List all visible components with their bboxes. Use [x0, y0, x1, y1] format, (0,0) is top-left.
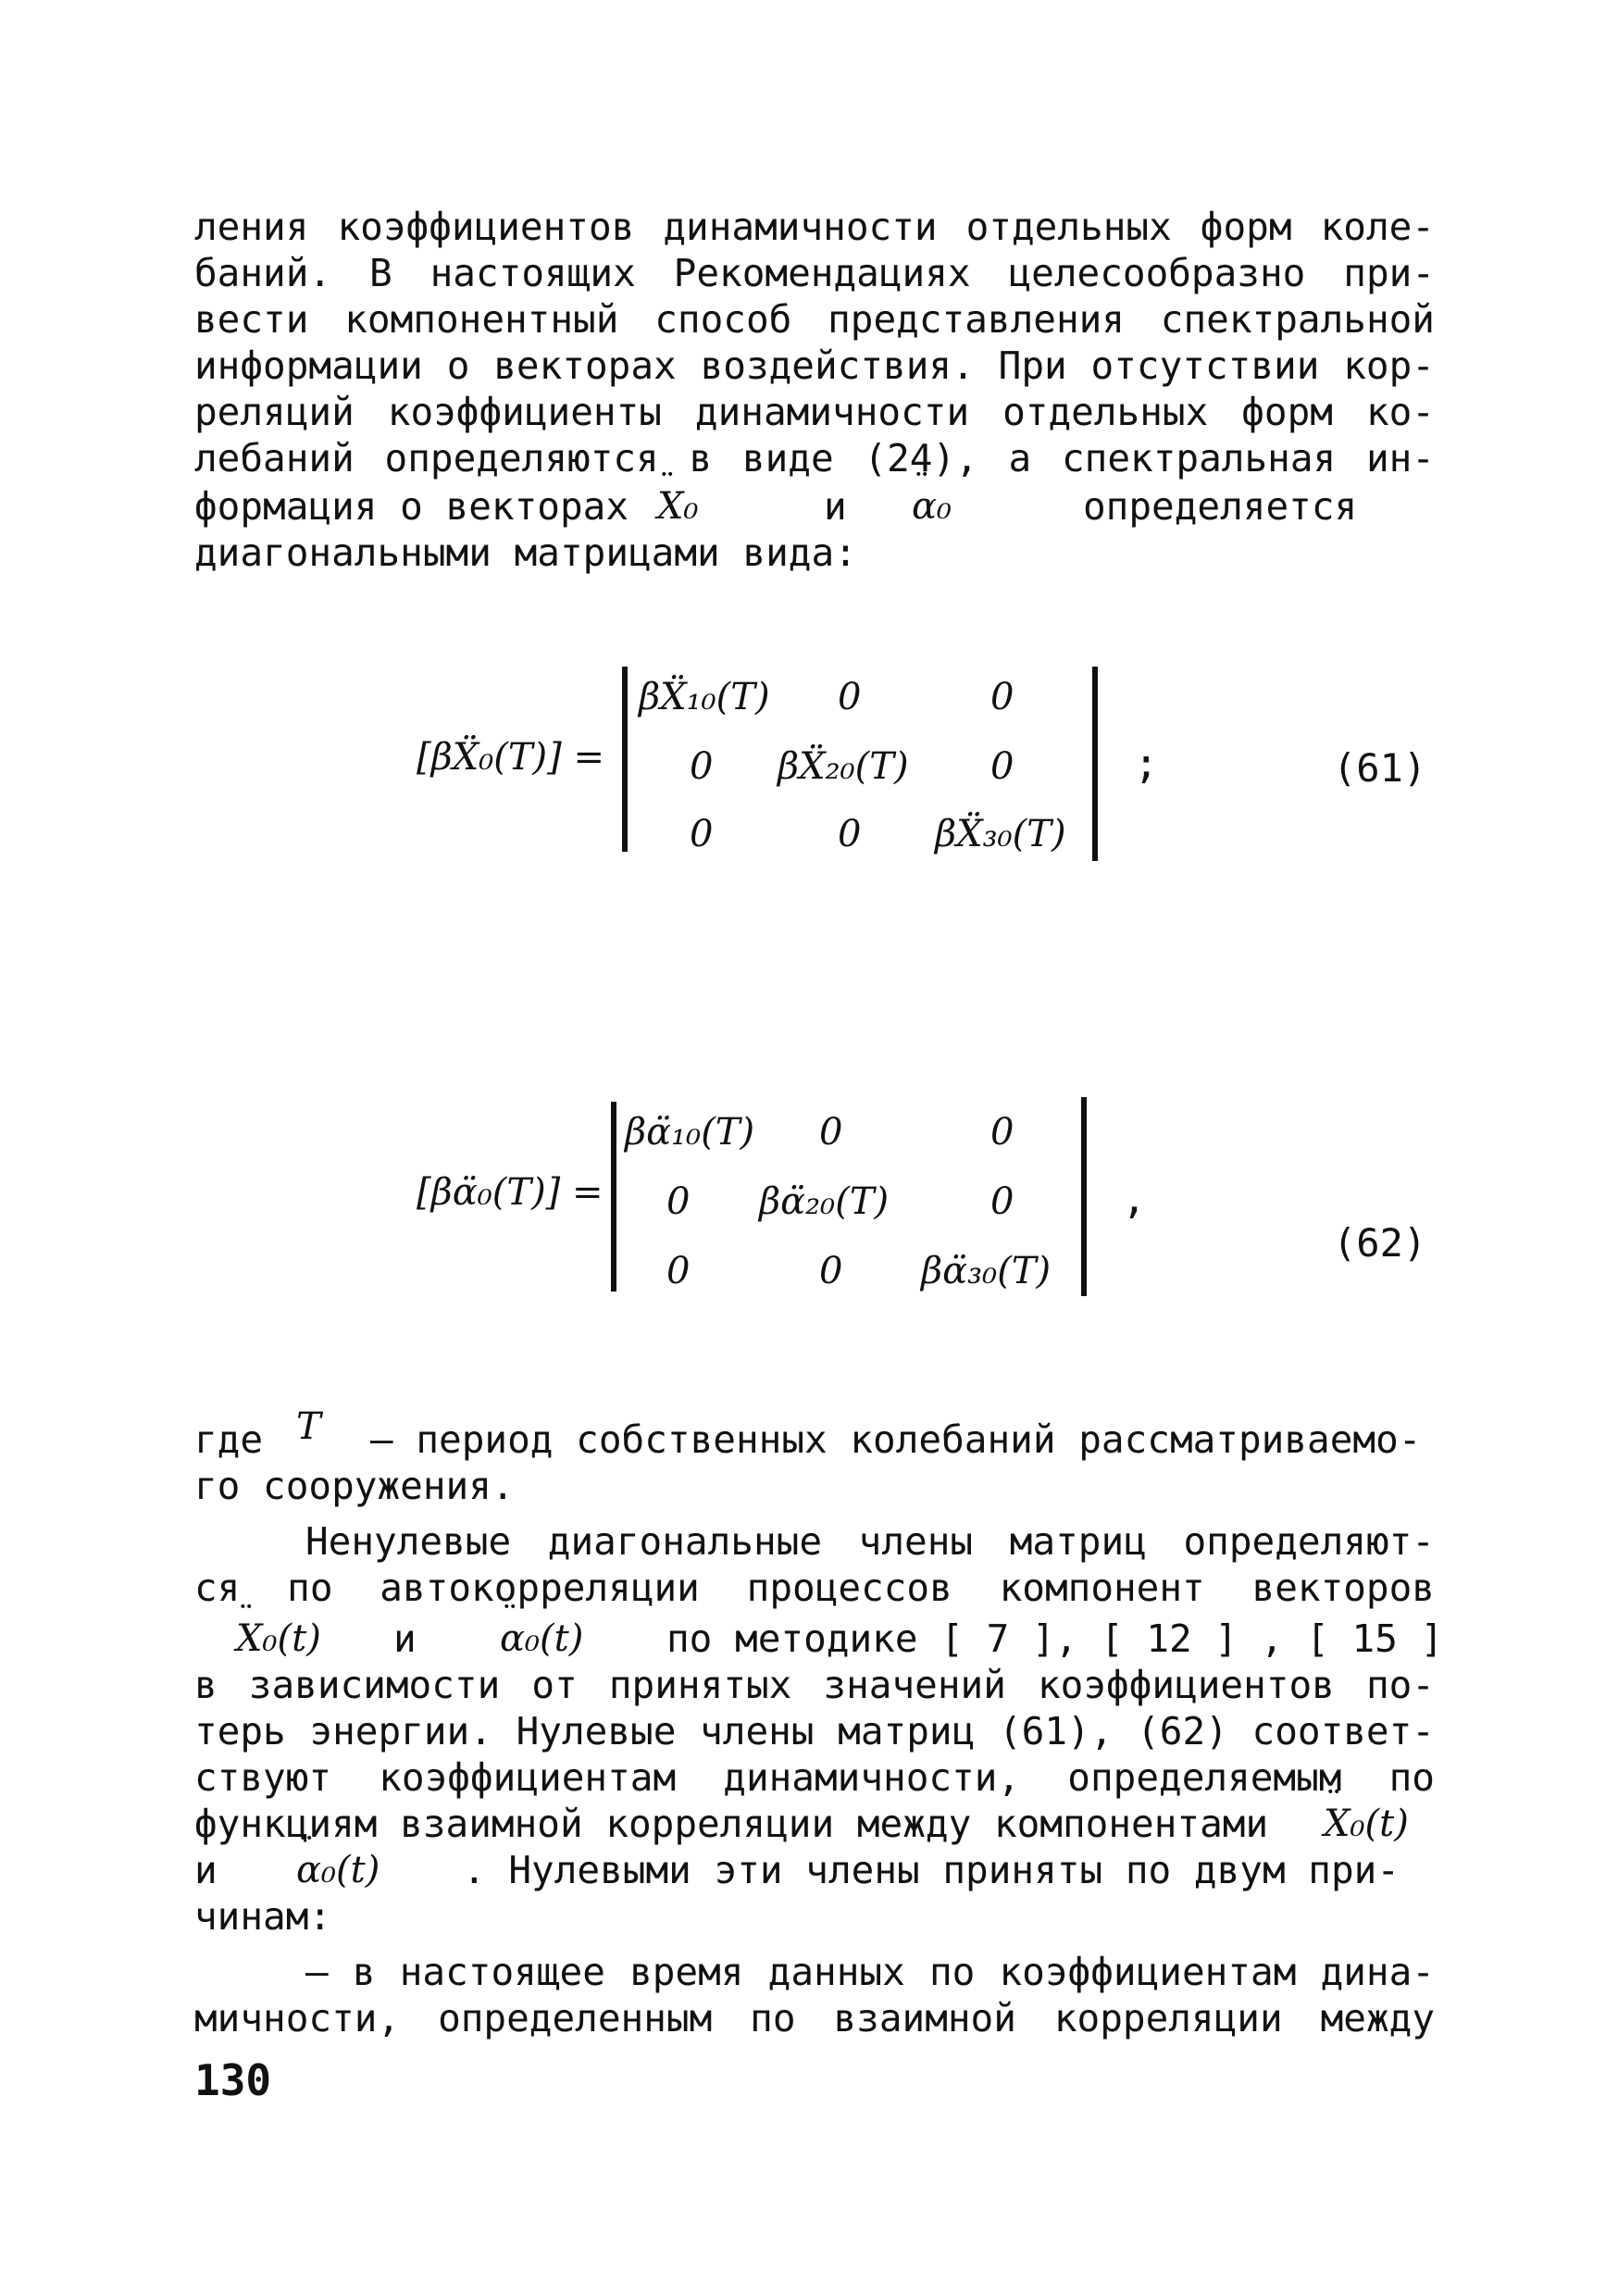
page-number: 130	[194, 2055, 272, 2105]
math-vector-alpha0t: ¨ α₀(t)	[500, 1616, 583, 1662]
math-period-T: T	[296, 1405, 321, 1448]
matrix-cell: 0	[690, 813, 714, 855]
text-line: го сооружения.	[194, 1464, 515, 1508]
text-line: баний. В настоящих Рекомендациях целесообразно при-	[194, 251, 1435, 295]
matrix-cell: 0	[990, 676, 1014, 718]
matrix-cell: 0	[690, 745, 714, 788]
text-line	[194, 1405, 1435, 1463]
text-fragment: определяется	[1083, 484, 1358, 529]
math-vector-x0t: ¨ X₀(t)	[1324, 1801, 1409, 1847]
text-line	[194, 483, 1435, 530]
text-line: ления коэффициентов динамичности отдельных форм коле-	[194, 205, 1435, 249]
matrix-cell: 0	[838, 813, 862, 855]
text-line: ся по автокорреляции процессов компонент векторов	[194, 1566, 1435, 1610]
math-vector-alpha0t: ¨ α₀(t)	[296, 1847, 380, 1893]
matrix-cell: 0	[990, 745, 1014, 788]
matrix-right-bar	[1081, 1097, 1087, 1296]
text-line: реляций коэффициенты динамичности отдельных форм ко-	[194, 390, 1435, 434]
matrix-cell: 0	[990, 1111, 1014, 1154]
text-line: в зависимости от принятых значений коэффициентов по-	[194, 1663, 1435, 1707]
text-fragment: и	[824, 484, 847, 529]
text-fragment: . Нулевыми эти члены приняты по двум при-	[463, 1848, 1400, 1892]
matrix-right-bar	[1092, 667, 1098, 861]
math-vector-x0t: ¨ X₀(t)	[236, 1616, 321, 1662]
text-fragment: где	[194, 1417, 264, 1462]
matrix-cell: βα̈₂₀(T)	[759, 1180, 890, 1223]
matrix-cell: βα̈₃₀(T)	[921, 1250, 1052, 1292]
text-line: Ненулевые диагональные члены матриц определяют-	[305, 1519, 1435, 1564]
equation-lhs: [βẌ₀(T)] =	[417, 736, 604, 779]
matrix-cell: 0	[819, 1250, 843, 1292]
matrix-cell: βẌ₃₀(T)	[935, 813, 1066, 855]
text-line: информации о векторах воздействия. При отсутствии кор-	[194, 343, 1435, 388]
matrix-cell: 0	[990, 1180, 1014, 1223]
matrix-cell: βẌ₁₀(T)	[639, 676, 770, 718]
text-line: диагональными матрицами вида:	[194, 530, 857, 575]
text-fragment: и	[393, 1616, 417, 1661]
math-vector-alpha0: ¨ α₀	[912, 483, 952, 530]
text-fragment: по методике [ 7 ], [ 12 ] , [ 15 ]	[666, 1616, 1444, 1661]
matrix-cell: 0	[666, 1180, 691, 1223]
matrix-cell: βα̈₁₀(T)	[625, 1111, 755, 1154]
text-line: ствуют коэффициентам динамичности, определяемым по	[194, 1755, 1435, 1800]
equation-number: (62)	[1333, 1220, 1427, 1266]
matrix-left-bar	[622, 667, 628, 852]
equation-punctuation: ,	[1122, 1176, 1147, 1223]
text-fragment: функциям взаимной корреляции между компонентами	[194, 1802, 1269, 1846]
text-line: чинам:	[194, 1894, 332, 1939]
matrix-cell: 0	[838, 676, 862, 718]
matrix-left-bar	[611, 1102, 616, 1292]
text-line: вести компонентный способ представления спектральной	[194, 297, 1435, 342]
text-line: мичности, определенным по взаимной корреляции между	[194, 1996, 1435, 2040]
matrix-cell: 0	[819, 1111, 843, 1154]
text-line: лебаний определяются в виде (24), а спектральная ин-	[194, 436, 1435, 480]
text-line	[194, 1847, 1435, 1893]
equation-punctuation: ;	[1134, 741, 1159, 788]
text-fragment: – период собственных колебаний рассматриваемо-	[370, 1417, 1422, 1462]
math-vector-x0: ¨ X₀	[657, 483, 699, 530]
equation-number: (61)	[1333, 745, 1427, 791]
text-line: терь энергии. Нулевые члены матриц (61), (62) соответ-	[194, 1709, 1435, 1753]
text-line: – в настоящее время данных по коэффициентам дина-	[305, 1950, 1435, 1994]
equation-lhs: [βα̈₀(T)] =	[417, 1171, 604, 1214]
matrix-cell: 0	[666, 1250, 691, 1292]
text-line	[194, 1801, 1435, 1847]
text-fragment: и	[194, 1848, 218, 1892]
text-fragment: формация о векторах	[194, 484, 629, 529]
matrix-cell: βẌ₂₀(T)	[778, 745, 909, 788]
